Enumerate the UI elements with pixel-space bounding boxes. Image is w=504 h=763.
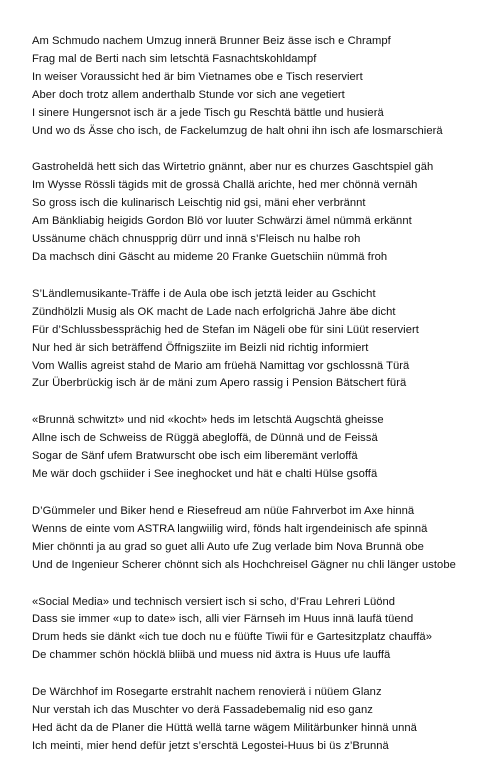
text-line: Zur Überbrückig isch är de mäni zum Apero rassig i Pension Bätschert fürä (32, 377, 407, 390)
text-line: «Social Media» und technisch versiert isch si scho, d’Frau Lehreri Lüönd (32, 595, 396, 608)
text-line: Für d’Schlussbessprächig hed de Stefan im Nägeli obe für sini Lüüt reserviert (32, 323, 419, 336)
text-line: D’Gümmeler und Biker hend e Riesefreud am nüüe Fahrverbot im Axe hinnä (32, 504, 415, 517)
text-line: Frag mal de Berti nach sim letschtä Fasnachtskohldampf (32, 52, 317, 65)
text-line: Nur verstah ich das Muschter vo derä Fassadebemalig nid eso ganz (32, 704, 373, 717)
stanza (32, 286, 504, 393)
stanza (32, 33, 504, 140)
text-line: Im Wysse Rössli tägids mit de grossä Challä arichte, hed mer chönnä vernäh (32, 179, 418, 192)
text-line: Ich meinti, mier hend defür jetzt s’erschtä Legostei-Huus bi üs z’Brunnä (32, 739, 389, 752)
text-line: Gastroheldä hett sich das Wirtetrio gnännt, aber nur es churzes Gaschtspiel gäh (32, 161, 434, 174)
stanza (32, 503, 504, 575)
stanza (32, 594, 504, 666)
text-line: De Wärchhof im Rosegarte erstrahlt nachem renovierä i nüüem Glanz (32, 686, 382, 699)
stanza (32, 684, 504, 756)
text-line: Am Bänkliabig heigids Gordon Blö vor luuter Schwärzi ämel nümmä erkännt (32, 215, 412, 228)
text-line: Am Schmudo nachem Umzug innerä Brunner Beiz ässe isch e Chrampf (32, 35, 391, 47)
text-line: Me wär doch gschiider i See ineghocket und hät e chalti Hülse gsoffä (32, 468, 378, 481)
text-line: I sinere Hungersnot isch är a jede Tisch gu Reschtä bättle und husierä (32, 106, 384, 119)
text-line: «Brunnä schwitzt» und nid «kocht» heds im letschtä Augschtä gheisse (32, 414, 384, 427)
stanza (32, 412, 504, 484)
text-line: Aber doch trotz allem anderthalb Stunde vor sich ane vegetiert (32, 88, 345, 101)
text-line: Nur hed är sich beträffend Öffnigsziite im Beizli nid richtig informiert (32, 341, 369, 354)
text-line: Sogar de Sänf ufem Bratwurscht obe isch eim liberemänt verloffä (32, 450, 358, 463)
text-line: Und wo ds Ässe cho isch, de Fackelumzug de halt ohni ihn isch afe losmarschierä (32, 124, 443, 137)
text-line: De chammer schön höcklä bliibä und muess nid äxtra is Huus ufe lauffä (32, 649, 391, 662)
text-line: Vom Wallis agreist stahd de Mario am früehä Namittag vor gschlossnä Türä (32, 359, 410, 372)
text-line: Mier chönnti ja au grad so guet alli Auto ufe Zug verlade bim Nova Brunnä obe (32, 540, 424, 553)
text-line: Zündhölzli Musig als OK macht de Lade nach erfolgrichä Jahre äbe dicht (32, 305, 396, 318)
text-line: Und de Ingenieur Scherer chönnt sich als Hochchreisel Gägner nu chli länger ustobe (32, 558, 456, 571)
stanza (32, 159, 504, 266)
text-line: Hed ächt da de Planer die Hüttä wellä tarne wägem Militärbunker hinnä unnä (32, 722, 417, 734)
text-line: Dass sie immer «up to date» isch, alli vier Färnseh im Huus innä laufä tüend (32, 613, 414, 626)
text-line: Drum heds sie dänkt «ich tue doch nu e füüfte Tiwii für e Gartesitzplatz chauffä» (32, 631, 432, 644)
text-line: S’Ländlemusikante-Träffe i de Aula obe isch jetztä leider au Gschicht (32, 287, 376, 300)
text-line: Da machsch dini Gäscht au mideme 20 Franke Guetschiin nümmä froh (32, 250, 388, 263)
text-line: Ussänume chäch chnuspprig dürr und innä s’Fleisch nu halbe roh (32, 233, 361, 246)
text-line: Allne isch de Schweiss de Rüggä abegloffä, de Dünnä und de Feissä (32, 432, 378, 445)
text-line: Wenns de einte vom ASTRA langwiilig wird, fönds halt irgendeinisch afe spinnä (32, 522, 428, 535)
text-line: In weiser Voraussicht hed är bim Vietnames obe e Tisch reserviert (32, 70, 363, 83)
text-line: So gross isch die kulinarisch Leischtig nid gsi, mäni eher verbrännt (32, 197, 366, 210)
